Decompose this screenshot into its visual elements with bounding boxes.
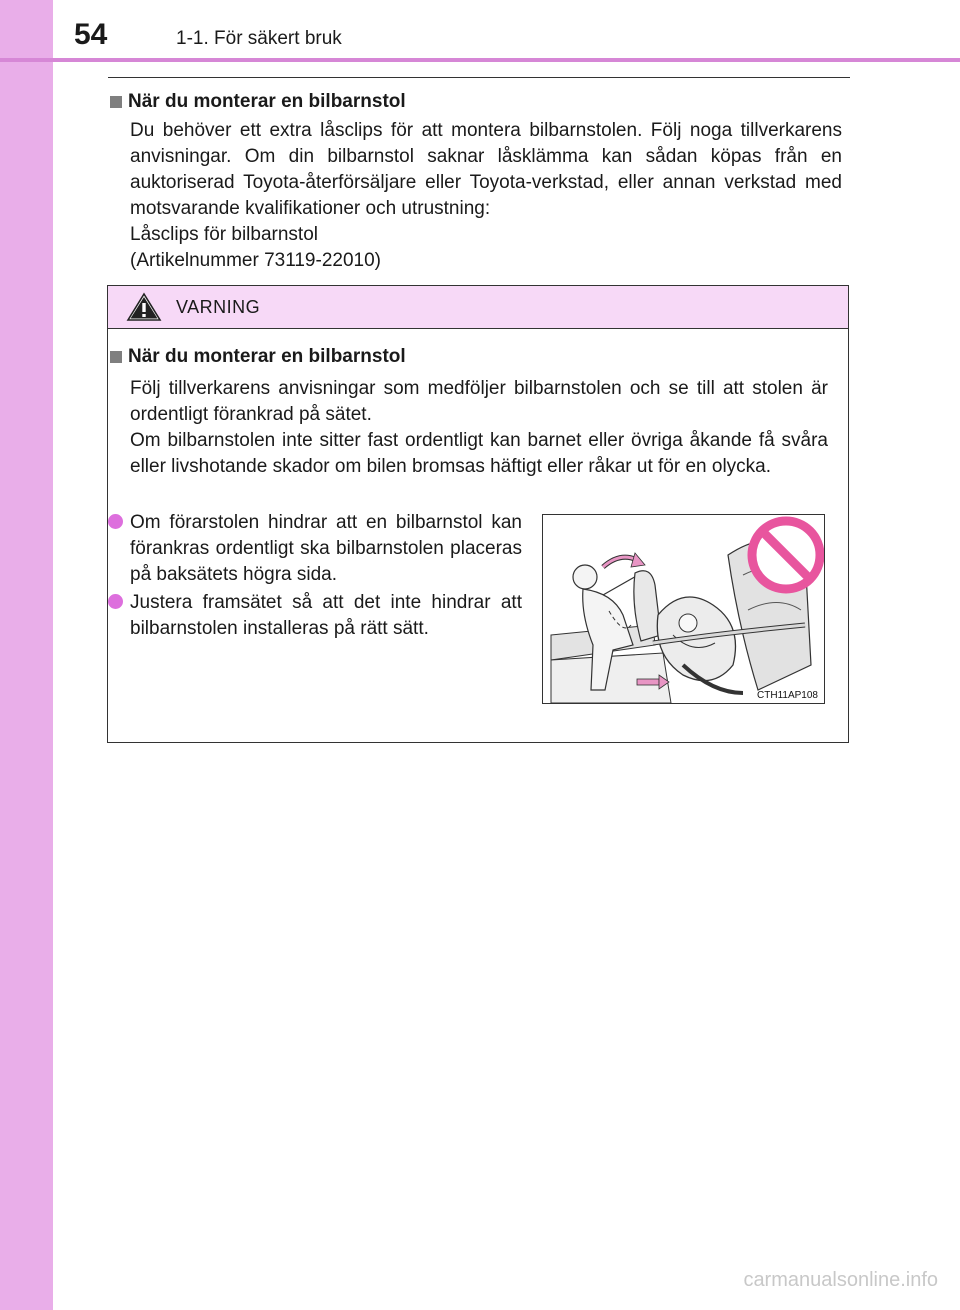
square-bullet-icon <box>110 351 122 363</box>
part-info <box>130 222 842 274</box>
warning-text-2: Om bilbarnstolen inte sitter fast ordentligt kan barnet eller övriga åkande få svåra eller livshotande skador om bilen bromsas häftigt eller råkar ut för en olycka. <box>130 430 828 477</box>
watermark: carmanualsonline.info <box>743 1269 938 1291</box>
warning-text-1: Följ tillverkarens anvisningar som medföljer bilbarnstolen och se till att stolen är ordentligt förankrad på sätet. <box>130 378 828 425</box>
warning-heading <box>110 346 406 368</box>
intro-paragraph <box>130 118 842 222</box>
part-name: Låsclips för bilbarnstol <box>130 224 318 245</box>
section-heading <box>110 91 406 113</box>
warning-paragraph <box>130 376 828 480</box>
content-top-rule <box>108 77 850 78</box>
section-title: 1-1. För säkert bruk <box>176 28 342 49</box>
warning-header <box>108 286 848 329</box>
bullet-dot-icon <box>108 594 123 609</box>
child-seat-illustration <box>543 515 824 703</box>
warning-heading-text: När du monterar en bilbarnstol <box>128 346 406 367</box>
header-rule <box>0 58 960 62</box>
bullet-text-2: Justera framsätet så att det inte hindrar att bilbarnstolen installeras på rätt sätt. <box>130 592 522 639</box>
square-bullet-icon <box>110 96 122 108</box>
page-number: 54 <box>74 18 108 51</box>
figure-code: CTH11AP108 <box>757 690 818 701</box>
warning-triangle-icon <box>126 292 162 322</box>
section-heading-text: När du monterar en bilbarnstol <box>128 91 406 112</box>
bullet-dot-icon <box>108 514 123 529</box>
intro-text: Du behöver ett extra låsclips för att montera bilbarnstolen. Följ noga tillverkarens anvisningar. Om din bilbarnstol saknar låsklämma kan sådan köpas från en auktoriserad Toyota-återförsäljare eller Toyota-verkstad, eller annan verkstad med motsvarande kvalifikationer och utrustning: <box>130 120 842 219</box>
page-header <box>0 0 960 62</box>
prohibition-icon <box>752 521 820 589</box>
illustration-figure <box>542 514 825 704</box>
bullet-text-1: Om förarstolen hindrar att en bilbarnstol kan förankras ordentligt ska bilbarnstolen placeras på baksätets högra sida. <box>130 512 522 585</box>
warning-label: VARNING <box>176 296 261 317</box>
side-color-strip <box>0 0 53 1310</box>
warning-bullet-1 <box>130 510 522 588</box>
part-number: (Artikelnummer 73119-22010) <box>130 250 381 271</box>
warning-bullet-2 <box>130 590 522 642</box>
